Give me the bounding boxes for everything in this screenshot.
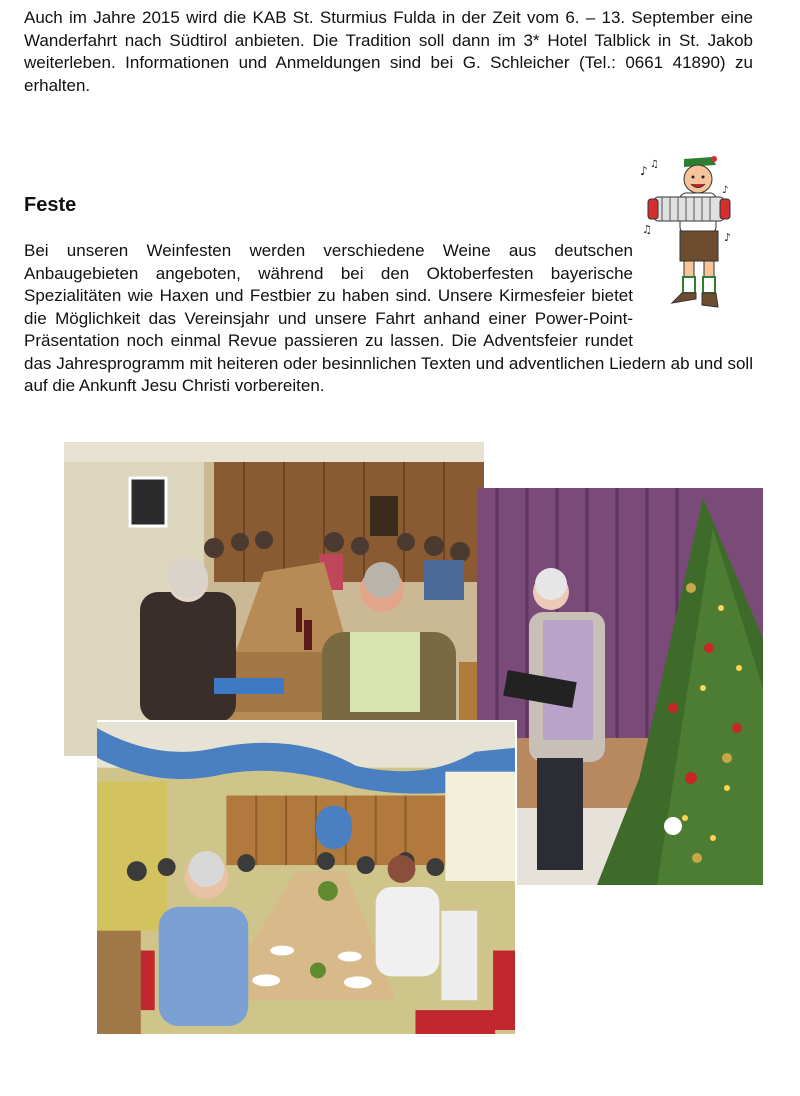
svg-text:♪: ♪ (722, 185, 729, 196)
kirmes-hall-photo (97, 720, 517, 1034)
advent-reading-photo (477, 488, 763, 885)
svg-text:♪: ♪ (640, 164, 648, 178)
section-heading: Feste (24, 194, 77, 216)
svg-text:♫: ♫ (650, 159, 659, 170)
wine-festival-photo (64, 442, 484, 756)
svg-text:♫: ♫ (642, 223, 652, 236)
accordion-player-clipart (636, 153, 738, 315)
svg-text:♪: ♪ (724, 231, 732, 244)
feste-text: Bei unseren Weinfesten werden verschiedene Weine aus deutschen Anbaugebieten angeboten, während bei den Oktoberfesten bayerische Spezialitäten wie Haxen und Festbier zu haben sind. Unsere Kirmesfeier bietet die Möglichkeit das Vereinsjahr und unsere Fahrt anhand einer Power-Point-Präsentation noch einmal Revue passieren zu lassen. Die Adventsfeier rundet das Jahresprogramm mit heiteren oder besinnlichen Texten und adventlichen Liedern ab und soll auf die Ankunft Jesu Christi vorbereiten. (24, 241, 753, 395)
intro-paragraph: Auch im Jahre 2015 wird die KAB St. Sturmius Fulda in der Zeit vom 6. – 13. September eine Wanderfahrt nach Südtirol anbieten. Die Tradition soll dann im 3* Hotel Talblick in St. Jakob weiterleben. Informationen und Anmeldungen sind bei G. Schleicher (Tel.: 0661 41890) zu erhalten. (24, 8, 753, 95)
